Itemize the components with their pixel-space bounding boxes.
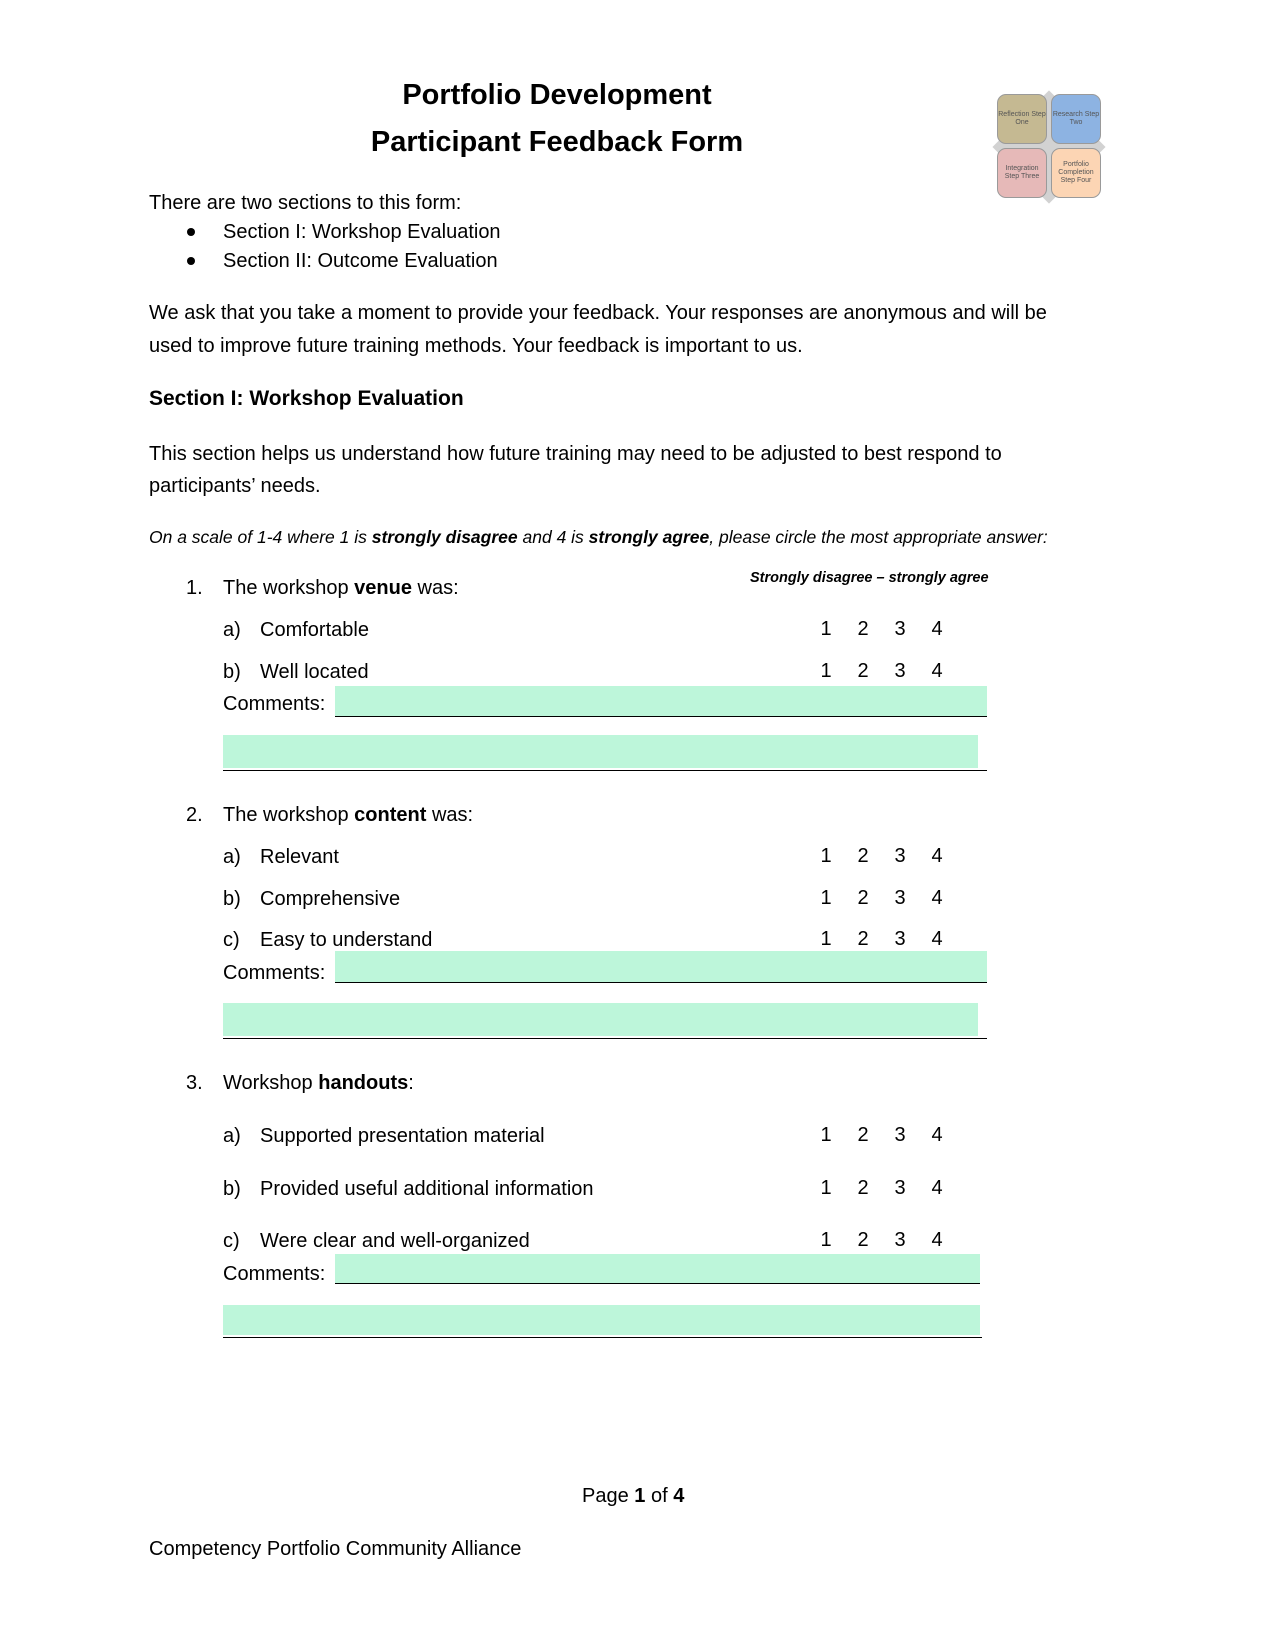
rating-option-4[interactable]: 4 (931, 1177, 943, 1199)
item-text: Comfortable (260, 619, 369, 641)
rating-option-2[interactable]: 2 (857, 887, 869, 909)
rating-option-3[interactable]: 3 (894, 928, 906, 950)
rating-option-3[interactable]: 3 (894, 845, 906, 867)
form-title-line1: Portfolio Development (402, 79, 712, 111)
comment-field-line2[interactable] (223, 1003, 978, 1036)
comment-field-line1[interactable] (335, 951, 987, 982)
instruction-text: On a scale of 1-4 where 1 is (149, 527, 372, 547)
item-letter: c) (223, 929, 240, 951)
rating-option-2[interactable]: 2 (857, 928, 869, 950)
form-title-line2: Participant Feedback Form (370, 126, 744, 158)
rating-option-2[interactable]: 2 (857, 1124, 869, 1146)
page-prefix: Page (582, 1485, 635, 1507)
intro-bullet-section2: Section II: Outcome Evaluation (223, 250, 498, 272)
question-text-keyword: venue (354, 577, 412, 599)
item-text: Well located (260, 661, 369, 683)
comments-label: Comments: (223, 962, 326, 984)
intro-lead: There are two sections to this form: (149, 192, 462, 214)
logo-tile-portfolio-completion: Portfolio Completion Step Four (1051, 148, 1101, 198)
item-letter: a) (223, 1125, 241, 1147)
item-text: Supported presentation material (260, 1125, 545, 1147)
question-text (223, 1071, 414, 1095)
rating-instruction (149, 527, 1048, 548)
item-text: Comprehensive (260, 888, 401, 910)
section1-paragraph-line1: This section helps us understand how future training may need to be adjusted to best respond to (149, 443, 1002, 465)
instruction-text: , please circle the most appropriate answer: (709, 527, 1048, 547)
rating-option-1[interactable]: 1 (820, 660, 832, 682)
rating-option-1[interactable]: 1 (820, 618, 832, 640)
item-letter: a) (223, 619, 241, 641)
rating-option-4[interactable]: 4 (931, 660, 943, 682)
rating-option-2[interactable]: 2 (857, 660, 869, 682)
rating-option-3[interactable]: 3 (894, 887, 906, 909)
rating-option-2[interactable]: 2 (857, 845, 869, 867)
item-text: Relevant (260, 846, 339, 868)
question-text-post: : (408, 1072, 414, 1094)
bullet-icon (187, 257, 195, 265)
question-text-post: was: (411, 577, 459, 599)
comment-field-line1[interactable] (335, 686, 987, 716)
rating-option-1[interactable]: 1 (820, 1124, 832, 1146)
question-number: 2. (186, 804, 203, 826)
section1-heading: Section I: Workshop Evaluation (149, 387, 464, 410)
rating-option-4[interactable]: 4 (931, 887, 943, 909)
rating-option-1[interactable]: 1 (820, 1177, 832, 1199)
page-mid: of (645, 1485, 674, 1507)
footer-organization: Competency Portfolio Community Alliance (149, 1538, 522, 1560)
intro-bullet-section1: Section I: Workshop Evaluation (223, 221, 501, 243)
question-text-pre: The workshop (223, 577, 355, 599)
question-number: 1. (186, 577, 203, 599)
logo-tile-research: Research Step Two (1051, 94, 1101, 144)
scale-header: Strongly disagree – strongly agree (750, 570, 989, 586)
comment-underline (335, 1283, 980, 1284)
bullet-icon (187, 228, 195, 236)
comment-underline (335, 716, 987, 717)
intro-paragraph-line2: used to improve future training methods. Your feedback is important to us. (149, 335, 803, 357)
rating-option-3[interactable]: 3 (894, 660, 906, 682)
section1-paragraph-line2: participants’ needs. (149, 475, 321, 497)
question-text (223, 803, 473, 827)
item-text: Easy to understand (260, 929, 433, 951)
page-current: 1 (634, 1485, 646, 1507)
rating-option-4[interactable]: 4 (931, 928, 943, 950)
rating-option-3[interactable]: 3 (894, 1229, 906, 1251)
rating-option-1[interactable]: 1 (820, 887, 832, 909)
rating-option-4[interactable]: 4 (931, 1124, 943, 1146)
question-text-pre: The workshop (223, 804, 355, 826)
comment-field-line2[interactable] (223, 735, 978, 768)
comment-field-line1[interactable] (335, 1254, 980, 1283)
question-text-keyword: handouts (318, 1072, 409, 1094)
item-text: Were clear and well-organized (260, 1230, 530, 1252)
question-text-post: was: (426, 804, 474, 826)
item-text: Provided useful additional information (260, 1178, 594, 1200)
rating-option-2[interactable]: 2 (857, 618, 869, 640)
comment-underline (223, 770, 987, 771)
rating-option-2[interactable]: 2 (857, 1177, 869, 1199)
question-text-pre: Workshop (223, 1072, 319, 1094)
rating-option-1[interactable]: 1 (820, 1229, 832, 1251)
item-letter: b) (223, 888, 241, 910)
rating-option-1[interactable]: 1 (820, 845, 832, 867)
rating-option-3[interactable]: 3 (894, 1177, 906, 1199)
rating-option-4[interactable]: 4 (931, 845, 943, 867)
item-letter: b) (223, 1178, 241, 1200)
question-text-keyword: content (354, 804, 427, 826)
logo-tile-integration: Integration Step Three (997, 148, 1047, 198)
rating-option-4[interactable]: 4 (931, 1229, 943, 1251)
instruction-strongly-agree: strongly agree (588, 527, 710, 547)
rating-option-3[interactable]: 3 (894, 618, 906, 640)
comment-underline (223, 1337, 982, 1338)
page-total: 4 (673, 1485, 685, 1507)
question-number: 3. (186, 1072, 203, 1094)
page-number (582, 1484, 684, 1508)
rating-option-3[interactable]: 3 (894, 1124, 906, 1146)
item-letter: a) (223, 846, 241, 868)
rating-option-1[interactable]: 1 (820, 928, 832, 950)
rating-option-4[interactable]: 4 (931, 618, 943, 640)
comment-underline (335, 982, 987, 983)
question-text (223, 576, 459, 600)
intro-paragraph-line1: We ask that you take a moment to provide your feedback. Your responses are anonymous and will be (149, 302, 1047, 324)
comment-underline (223, 1038, 987, 1039)
comment-field-line2[interactable] (223, 1305, 980, 1335)
instruction-text: and 4 is (517, 527, 589, 547)
item-letter: c) (223, 1230, 240, 1252)
four-step-logo (985, 82, 1113, 212)
logo-tile-reflection: Reflection Step One (997, 94, 1047, 144)
comments-label: Comments: (223, 693, 326, 715)
rating-option-2[interactable]: 2 (857, 1229, 869, 1251)
item-letter: b) (223, 661, 241, 683)
instruction-strongly-disagree: strongly disagree (371, 527, 518, 547)
comments-label: Comments: (223, 1263, 326, 1285)
